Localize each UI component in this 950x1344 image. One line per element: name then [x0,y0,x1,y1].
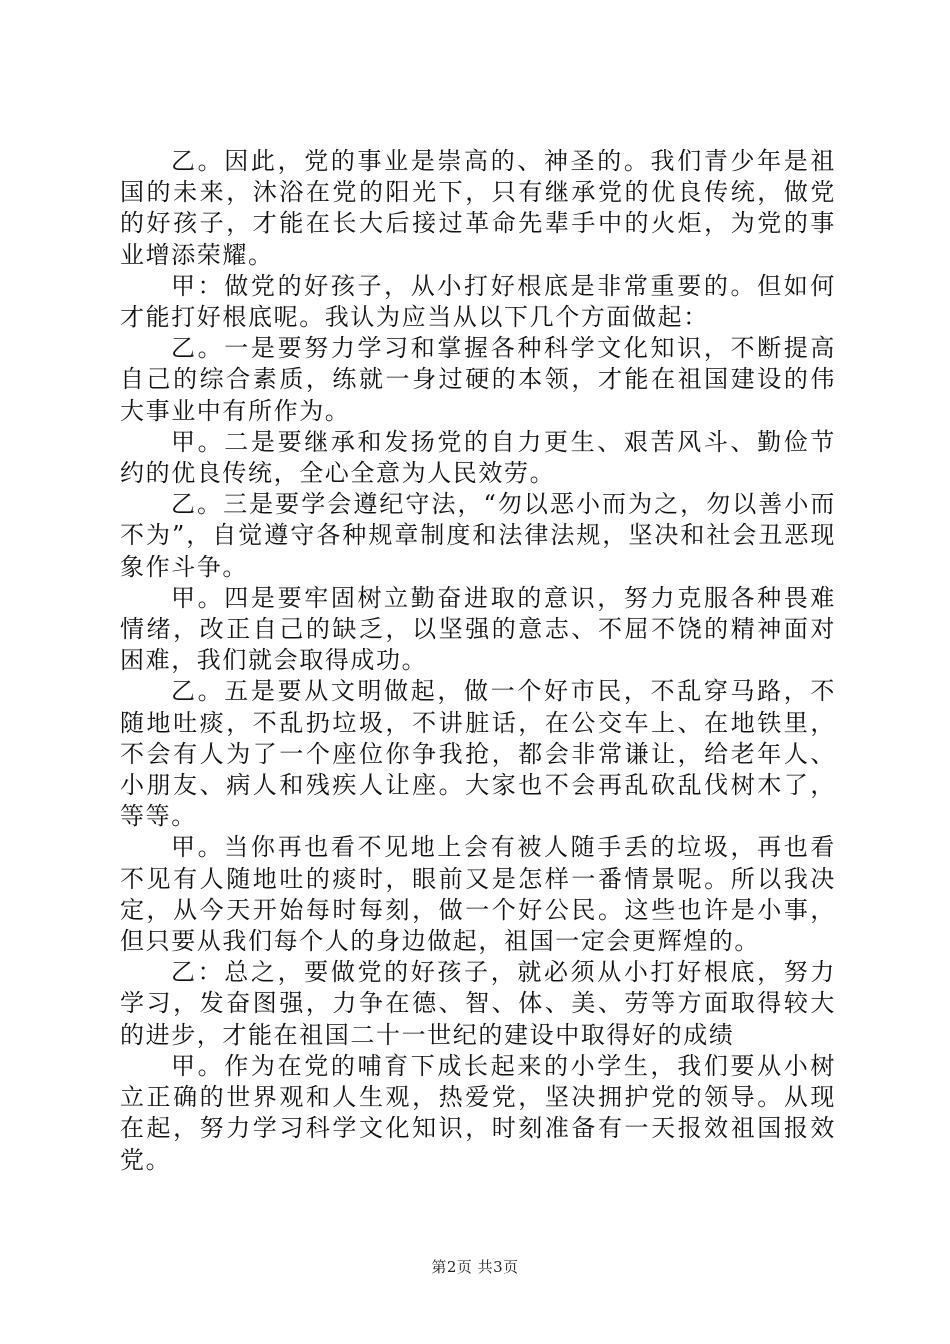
paragraph: 乙。因此，党的事业是崇高的、神圣的。我们青少年是祖国的未来，沐浴在党的阳光下，只有继承党的优良传统，做党的好孩子，才能在长大后接过革命先辈手中的火炬，为党的事业增添荣耀。 [120,147,836,269]
paragraph: 甲。作为在党的哺育下成长起来的小学生，我们要从小树立正确的世界观和人生观，热爱党，坚决拥护党的领导。从现在起，努力学习科学文化知识，时刻准备有一天报效祖国报效党。 [120,1051,836,1174]
page-number-footer: 第2页 共3页 [431,1258,519,1276]
document-body [120,146,836,1176]
paragraph: 乙。三是要学会遵纪守法，“勿以恶小而为之，勿以善小而不为”，自觉遵守各种规章制度和法律法规，坚决和社会丑恶现象作斗争。 [120,490,836,581]
paragraph: 乙。一是要努力学习和掌握各种科学文化知识，不断提高自己的综合素质，练就一身过硬的本领，才能在祖国建设的伟大事业中有所作为。 [120,334,836,425]
paragraph: 甲。二是要继承和发扬党的自力更生、艰苦风斗、勤俭节约的优良传统，全心全意为人民效劳。 [120,427,836,488]
paragraph: 乙。五是要从文明做起，做一个好市民，不乱穿马路，不随地吐痰，不乱扔垃圾，不讲脏话，在公交车上、在地铁里，不会有人为了一个座位你争我抢，都会非常谦让，给老年人、小朋友、病人和残疾人让座。大家也不会再乱砍乱伐树木了，等等。 [120,677,836,831]
paragraph: 乙：总之，要做党的好孩子，就必须从小打好根底，努力学习，发奋图强，力争在德、智、体、美、劳等方面取得较大的进步，才能在祖国二十一世纪的建设中取得好的成绩 [120,958,836,1049]
paragraph: 甲。当你再也看不见地上会有被人随手丢的垃圾，再也看不见有人随地吐的痰时，眼前又是怎样一番情景呢。所以我决定，从今天开始每时每刻，做一个好公民。这些也许是小事，但只要从我们每个人的身边做起，祖国一定会更辉煌的。 [120,833,836,956]
paragraph: 甲。四是要牢固树立勤奋进取的意识，努力克服各种畏难情绪，改正自己的缺乏，以坚强的意志、不屈不饶的精神面对困难，我们就会取得成功。 [120,583,836,675]
paragraph: 甲：做党的好孩子，从小打好根底是非常重要的。但如何才能打好根底呢。我认为应当从以下几个方面做起： [120,271,836,332]
